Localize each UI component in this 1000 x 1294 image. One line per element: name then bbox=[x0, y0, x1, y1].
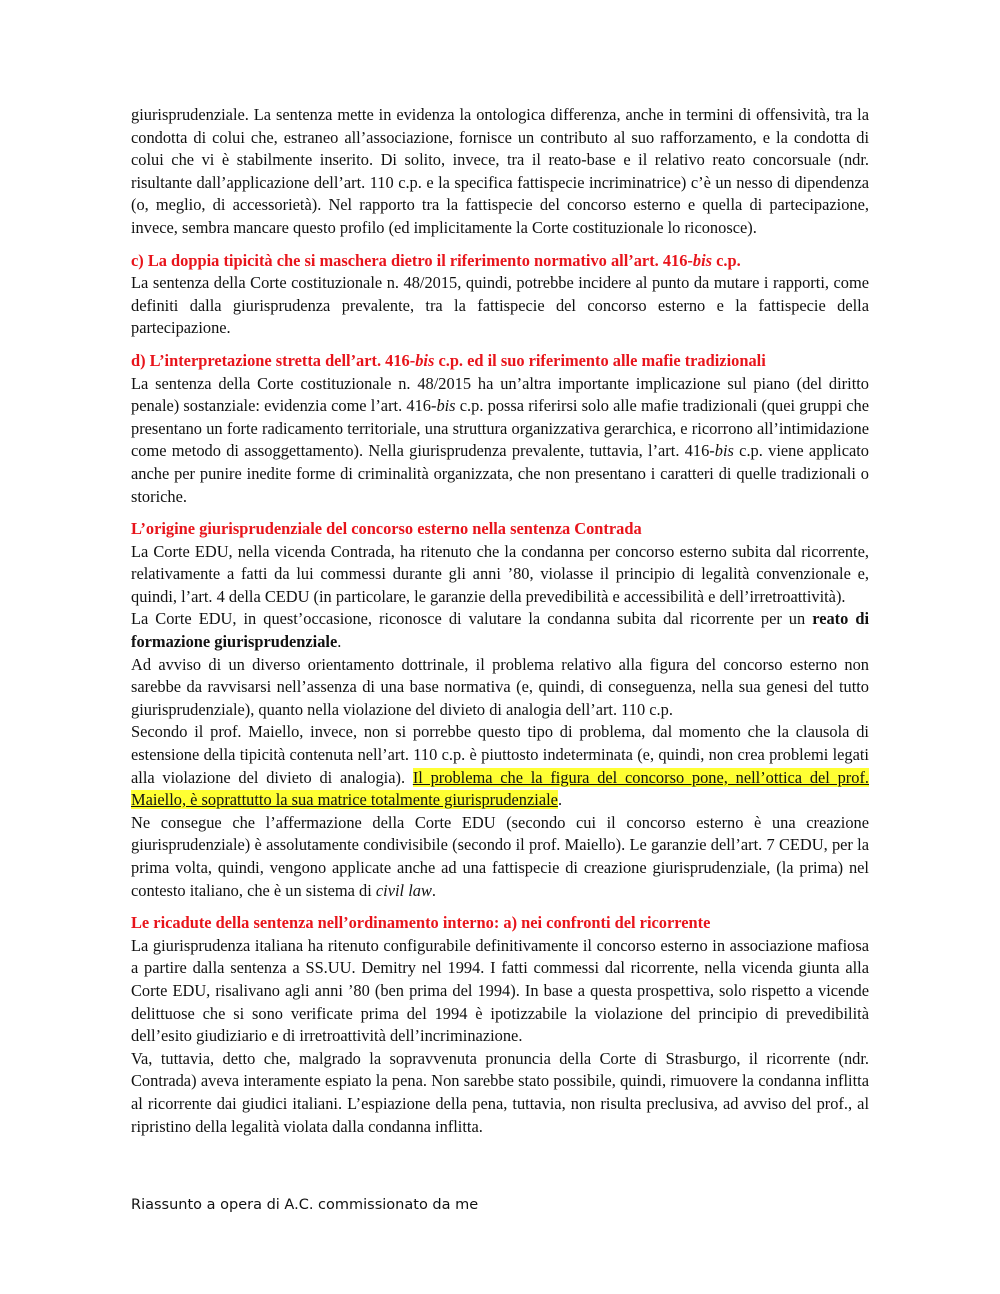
document-page bbox=[131, 104, 869, 1138]
highlighted-text: Il problema che la figura del concorso pone, nell’ottica del prof. Maiello, è soprattutto la sua matrice totalmente giurisprudenziale bbox=[131, 767, 869, 810]
heading-doppia-tipicita: c) La doppia tipicità che si maschera dietro il riferimento normativo all’art. 416-bis c.p. bbox=[131, 250, 741, 270]
paragraph-doppia-tipicita: La sentenza della Corte costituzionale n. 48/2015, quindi, potrebbe incidere al punto da mutare i rapporti, come definiti dalla giurisprudenza prevalente, tra la fattispecie del concorso esterno e la fattispecie della partecipazione. bbox=[131, 273, 869, 338]
heading-ricadute: Le ricadute della sentenza nell’ordinamento interno: a) nei confronti del ricorrente bbox=[131, 913, 711, 933]
bold-reato-formazione: reato di formazione giurisprudenziale bbox=[131, 609, 869, 652]
paragraph-contrada-4: Secondo il prof. Maiello, invece, non si porrebbe questo tipo di problema, dal momento che la clausola di estensione della tipicità contenuta nell’art. 110 c.p. è piuttosto indeterminata (e, quindi, non crea problemi legati alla violazione del divieto di analogia). Il problema che la figura del concorso pone, nell’ottica del prof. Maiello, è soprattutto la sua matrice totalmente giurisprudenziale. bbox=[131, 722, 869, 810]
paragraph-ricadute-2: Va, tuttavia, detto che, malgrado la sopravvenuta pronuncia della Corte di Strasburgo, il ricorrente (ndr. Contrada) aveva interamente espiato la pena. Non sarebbe stato possibile, quindi, rimuovere la condanna inflitta al ricorrente dai giudici italiani. L’espiazione della pena, tuttavia, non risulta preclusiva, ad avviso del prof., al ripristino della legalità violata dalla condanna inflitta. bbox=[131, 1048, 869, 1136]
paragraph-interpretazione-stretta: La sentenza della Corte costituzionale n. 48/2015 ha un’altra importante implicazione sul piano (del diritto penale) sostanziale: evidenzia come l’art. 416-bis c.p. possa riferirsi solo alle mafie tradizionali (quei gruppi che presentano un forte radicamento territoriale, una struttura organizzativa gerarchica, e ricorrono all’intimidazione come metodo di assoggettamento). Nella giurisprudenza prevalente, tuttavia, l’art. 416-bis c.p. viene applicato anche per punire inedite forme di criminalità organizzata, che non presentano i caratteri di quelle tradizionali o storiche. bbox=[131, 373, 869, 506]
paragraph-intro: giurisprudenziale. La sentenza mette in evidenza la ontologica differenza, anche in termini di offensività, tra la condotta di colui che, estraneo all’associazione, fornisce un contributo al suo rafforzamento, e la condotta di colui che vi è stabilmente inserito. Di solito, invece, tra il reato-base e il relativo reato concorsuale (ndr. risultante dall’applicazione dell’art. 110 c.p. e la specifica fattispecie incriminatrice) c’è un nesso di dipendenza (o, meglio, di accessorietà). Nel rapporto tra la fattispecie del concorso esterno e quella di partecipazione, invece, sembra mancare questo profilo (ed implicitamente la Corte costituzionale lo riconosce). bbox=[131, 105, 869, 237]
heading-origine-contrada: L’origine giurisprudenziale del concorso esterno nella sentenza Contrada bbox=[131, 519, 642, 539]
paragraph-contrada-2: La Corte EDU, in quest’occasione, riconosce di valutare la condanna subita dal ricorrente per un reato di formazione giurisprudenziale. bbox=[131, 609, 869, 652]
paragraph-contrada-1: La Corte EDU, nella vicenda Contrada, ha ritenuto che la condanna per concorso esterno subita dal ricorrente, relativamente a fatti da lui commessi durante gli anni ’80, violasse il principio di legalità convenzionale e, quindi, l’art. 4 della CEDU (in particolare, le garanzie della prevedibilità e accessibilità e dell’irretroattività). bbox=[131, 541, 869, 606]
paragraph-ricadute-1: La giurisprudenza italiana ha ritenuto configurabile definitivamente il concorso esterno in associazione mafiosa a partire dalla sentenza a SS.UU. Demitry nel 1994. I fatti commessi dal ricorrente, nella vicenda giunta alla Corte EDU, risalivano agli anni ’80 (ben prima del 1994). In base a questa prospettiva, solo rispetto a vicende delittuose che si sono verificate prima del 1994 è ipotizzabile la violazione del principio di prevedibilità dell’esito giudiziario e di irretroattività dell’incriminazione. bbox=[131, 935, 869, 1046]
paragraph-contrada-3: Ad avviso di un diverso orientamento dottrinale, il problema relativo alla figura del concorso esterno non sarebbe da ravvisarsi nell’assenza di una base normativa (e, quindi, di conseguenza, nella sua genesi del tutto giurisprudenziale), quanto nella violazione del divieto di analogia dell’art. 110 c.p. bbox=[131, 654, 869, 719]
paragraph-contrada-5: Ne consegue che l’affermazione della Corte EDU (secondo cui il concorso esterno è una creazione giurisprudenziale) è assolutamente condivisibile (secondo il prof. Maiello). Le garanzie dell’art. 7 CEDU, per la prima volta, quindi, vengono applicate anche ad una fattispecie di creazione giurisprudenziale, (la prima) nel contesto italiano, che è un sistema di civil law. bbox=[131, 812, 869, 900]
page-footer: Riassunto a opera di A.C. commissionato da me bbox=[131, 1197, 479, 1213]
heading-interpretazione-stretta: d) L’interpretazione stretta dell’art. 416-bis c.p. ed il suo riferimento alle mafie tradizionali bbox=[131, 350, 766, 370]
